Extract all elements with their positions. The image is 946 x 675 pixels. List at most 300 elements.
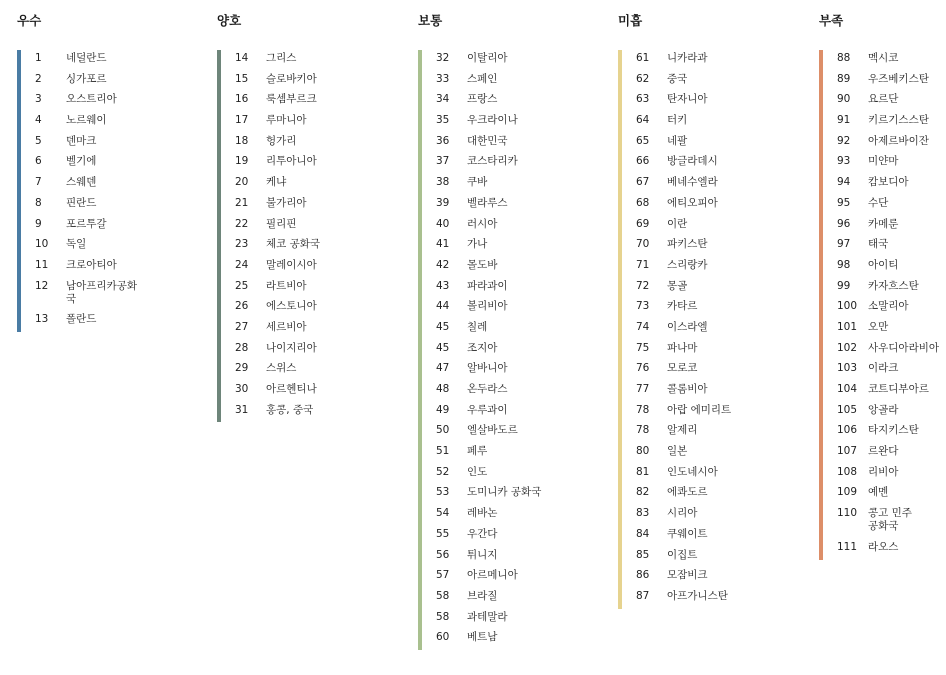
country-name: 라오스 <box>868 540 899 553</box>
country-name: 베네수엘라 <box>667 176 718 189</box>
country-name: 이라크 <box>868 362 899 375</box>
country-name: 홍콩, 중국 <box>266 403 314 416</box>
country-row <box>235 404 341 417</box>
rank-number: 6 <box>35 155 42 168</box>
country-row <box>837 238 943 251</box>
rank-number: 62 <box>636 72 650 85</box>
category-title: 우수 <box>17 13 42 28</box>
rank-number: 60 <box>436 631 450 644</box>
country-name: 에티오피아 <box>667 196 718 209</box>
country-name: 프랑스 <box>467 93 498 106</box>
country-row <box>436 383 542 396</box>
country-name: 아르헨티나 <box>266 383 317 395</box>
rank-number: 5 <box>35 134 42 147</box>
country-row <box>837 362 943 375</box>
country-row <box>837 218 943 231</box>
country-name: 튀니지 <box>467 548 498 561</box>
country-row <box>35 52 141 65</box>
rank-number: 75 <box>636 341 650 354</box>
rank-number: 96 <box>837 217 851 230</box>
country-name: 남아프리카공화국 <box>66 279 138 305</box>
country-row <box>436 507 542 520</box>
country-name: 탄자니아 <box>667 93 708 106</box>
rank-number: 61 <box>636 52 650 64</box>
rank-number: 1 <box>35 52 42 64</box>
rank-number: 35 <box>436 114 450 127</box>
country-row <box>436 52 542 65</box>
country-row <box>35 280 141 306</box>
category-color-bar <box>618 50 622 609</box>
country-name: 이탈리아 <box>467 52 508 64</box>
country-name: 페루 <box>467 445 488 458</box>
country-name: 일본 <box>667 445 688 458</box>
country-name: 러시아 <box>467 217 498 230</box>
country-row <box>436 155 542 168</box>
country-row <box>235 52 341 65</box>
country-name: 세르비아 <box>266 320 307 333</box>
rank-number: 11 <box>35 258 49 271</box>
country-name: 엘살바도르 <box>467 424 518 437</box>
country-row <box>636 569 742 582</box>
rank-number: 44 <box>436 300 450 313</box>
country-name: 리비아 <box>868 465 899 478</box>
rank-number: 39 <box>436 196 450 209</box>
country-name: 카자흐스탄 <box>868 279 919 292</box>
country-name: 독일 <box>66 238 87 251</box>
rank-number: 30 <box>235 383 249 395</box>
rank-number: 2 <box>35 72 42 85</box>
country-row <box>436 259 542 272</box>
country-name: 미얀마 <box>868 155 899 168</box>
rank-number: 99 <box>837 279 851 292</box>
rank-number: 20 <box>235 176 249 189</box>
country-row <box>837 486 943 499</box>
country-row <box>837 404 943 417</box>
rank-number: 3 <box>35 93 42 106</box>
country-name: 알제리 <box>667 424 698 437</box>
rank-number: 76 <box>636 362 650 375</box>
rank-number: 85 <box>636 548 650 561</box>
country-row <box>235 135 341 148</box>
country-name: 루마니아 <box>266 114 307 127</box>
country-name: 말레이시아 <box>266 258 317 271</box>
rank-number: 91 <box>837 114 851 127</box>
rank-number: 66 <box>636 155 650 168</box>
country-name: 스페인 <box>467 72 498 85</box>
country-row <box>235 176 341 189</box>
country-row <box>436 486 542 499</box>
country-name: 조지아 <box>467 341 498 354</box>
rank-number: 78 <box>636 403 650 416</box>
country-row <box>636 486 742 499</box>
rank-number: 45 <box>436 341 450 354</box>
country-row <box>636 52 742 65</box>
country-row <box>436 218 542 231</box>
country-name: 오스트리아 <box>66 93 117 106</box>
country-name: 불가리아 <box>266 196 307 209</box>
country-row <box>636 549 742 562</box>
country-name: 카타르 <box>667 300 698 313</box>
rank-number: 70 <box>636 238 650 251</box>
rank-number: 100 <box>837 300 858 313</box>
country-row <box>35 176 141 189</box>
country-name: 이집트 <box>667 548 698 561</box>
country-row <box>436 404 542 417</box>
country-name: 덴마크 <box>66 134 97 147</box>
category-title: 보통 <box>418 13 443 28</box>
country-row <box>636 197 742 210</box>
country-name: 몽골 <box>667 279 688 292</box>
country-name: 나이지리아 <box>266 341 317 354</box>
rank-number: 71 <box>636 258 650 271</box>
rank-number: 80 <box>636 445 650 458</box>
country-row <box>636 590 742 603</box>
country-row <box>35 218 141 231</box>
country-row <box>837 445 943 458</box>
country-list <box>837 52 943 562</box>
country-row <box>636 280 742 293</box>
country-name: 파키스탄 <box>667 238 708 251</box>
country-name: 에스토니아 <box>266 300 317 313</box>
category-color-bar <box>17 50 21 332</box>
country-name: 이란 <box>667 217 688 230</box>
rank-number: 98 <box>837 258 851 271</box>
rank-number: 53 <box>436 486 450 499</box>
country-name: 인도 <box>467 465 488 478</box>
country-row <box>436 445 542 458</box>
rank-number: 15 <box>235 72 249 85</box>
category-color-bar <box>819 50 823 560</box>
rank-number: 95 <box>837 196 851 209</box>
rank-number: 49 <box>436 403 450 416</box>
rank-number: 48 <box>436 383 450 395</box>
country-name: 네팔 <box>667 134 688 147</box>
country-name: 캄보디아 <box>868 176 909 189</box>
country-name: 볼리비아 <box>467 300 508 313</box>
country-name: 벨라루스 <box>467 196 508 209</box>
rank-number: 33 <box>436 72 450 85</box>
country-row <box>837 93 943 106</box>
country-name: 필리핀 <box>266 217 297 230</box>
country-row <box>235 93 341 106</box>
country-name: 아프가니스탄 <box>667 589 728 602</box>
country-name: 대한민국 <box>467 134 508 147</box>
country-row <box>35 155 141 168</box>
rank-number: 109 <box>837 486 858 499</box>
country-name: 네덜란드 <box>66 52 107 64</box>
country-name: 모잠비크 <box>667 569 708 582</box>
country-name: 코스타리카 <box>467 155 518 168</box>
rank-number: 84 <box>636 527 650 540</box>
rank-number: 92 <box>837 134 851 147</box>
country-name: 아르메니아 <box>467 569 518 582</box>
country-list <box>436 52 542 652</box>
rank-number: 108 <box>837 465 858 478</box>
country-row <box>436 135 542 148</box>
country-row <box>436 238 542 251</box>
country-name: 시리아 <box>667 507 698 520</box>
rank-number: 21 <box>235 196 249 209</box>
country-name: 터키 <box>667 114 688 127</box>
rank-number: 64 <box>636 114 650 127</box>
country-name: 인도네시아 <box>667 465 718 478</box>
country-row <box>636 176 742 189</box>
country-row <box>436 590 542 603</box>
country-row <box>35 259 141 272</box>
country-name: 칠레 <box>467 320 488 333</box>
country-name: 노르웨이 <box>66 114 107 127</box>
country-name: 핀란드 <box>66 196 97 209</box>
country-name: 태국 <box>868 238 889 251</box>
rank-number: 69 <box>636 217 650 230</box>
rank-number: 8 <box>35 196 42 209</box>
rank-number: 43 <box>436 279 450 292</box>
country-name: 콩고 민주 공화국 <box>868 507 912 533</box>
country-name: 예멘 <box>868 486 889 499</box>
rank-number: 83 <box>636 507 650 520</box>
country-row <box>837 507 943 533</box>
country-row <box>235 155 341 168</box>
country-list <box>35 52 141 334</box>
rank-number: 81 <box>636 465 650 478</box>
country-name: 방글라데시 <box>667 155 718 168</box>
country-name: 에콰도르 <box>667 486 708 499</box>
country-name: 벨기에 <box>66 155 97 168</box>
category-title: 양호 <box>217 13 242 28</box>
country-row <box>837 176 943 189</box>
country-name: 체코 공화국 <box>266 238 321 251</box>
country-name: 멕시코 <box>868 52 899 64</box>
country-row <box>235 300 341 313</box>
country-name: 아제르바이잔 <box>868 134 929 147</box>
country-row <box>35 93 141 106</box>
country-name: 이스라엘 <box>667 320 708 333</box>
rank-number: 32 <box>436 52 450 64</box>
country-row <box>837 383 943 396</box>
country-name: 스리랑카 <box>667 258 708 271</box>
rank-number: 7 <box>35 176 42 189</box>
country-name: 우크라이나 <box>467 114 518 127</box>
rank-number: 56 <box>436 548 450 561</box>
rank-number: 22 <box>235 217 249 230</box>
rank-number: 27 <box>235 320 249 333</box>
rank-number: 90 <box>837 93 851 106</box>
rank-number: 40 <box>436 217 450 230</box>
country-row <box>436 611 542 624</box>
country-row <box>837 321 943 334</box>
rank-number: 47 <box>436 362 450 375</box>
rank-number: 107 <box>837 445 858 458</box>
country-name: 몰도바 <box>467 258 498 271</box>
country-name: 룩셈부르크 <box>266 93 317 106</box>
rank-number: 13 <box>35 313 49 326</box>
country-row <box>436 549 542 562</box>
country-row <box>636 466 742 479</box>
rank-number: 110 <box>837 507 858 520</box>
country-name: 쿠바 <box>467 176 488 189</box>
rank-number: 24 <box>235 258 249 271</box>
country-name: 사우디아라비아 <box>868 341 940 354</box>
country-name: 요르단 <box>868 93 899 106</box>
rank-number: 111 <box>837 540 858 553</box>
rank-number: 9 <box>35 217 42 230</box>
country-name: 타지키스탄 <box>868 424 919 437</box>
rank-number: 67 <box>636 176 650 189</box>
country-row <box>636 424 742 437</box>
country-row <box>636 135 742 148</box>
rank-number: 41 <box>436 238 450 251</box>
rank-number: 77 <box>636 383 650 395</box>
country-row <box>636 155 742 168</box>
country-row <box>837 135 943 148</box>
rank-number: 73 <box>636 300 650 313</box>
rank-number: 26 <box>235 300 249 313</box>
country-row <box>837 424 943 437</box>
country-list <box>235 52 341 424</box>
country-row <box>436 114 542 127</box>
country-row <box>436 569 542 582</box>
country-name: 우간다 <box>467 527 498 540</box>
rank-number: 28 <box>235 341 249 354</box>
country-name: 슬로바키아 <box>266 72 317 85</box>
rank-number: 58 <box>436 589 450 602</box>
category-title: 미흡 <box>618 13 643 28</box>
country-row <box>636 321 742 334</box>
country-row <box>35 313 141 326</box>
country-name: 싱가포르 <box>66 72 107 85</box>
country-row <box>235 280 341 293</box>
country-row <box>636 404 742 417</box>
country-row <box>837 541 943 554</box>
country-row <box>636 528 742 541</box>
rank-number: 78 <box>636 424 650 437</box>
country-row <box>436 466 542 479</box>
country-name: 알바니아 <box>467 362 508 375</box>
rank-number: 51 <box>436 445 450 458</box>
rank-number: 104 <box>837 383 858 395</box>
country-row <box>235 321 341 334</box>
category-title: 부족 <box>819 13 844 28</box>
rank-number: 103 <box>837 362 858 375</box>
country-row <box>436 300 542 313</box>
rank-number: 52 <box>436 465 450 478</box>
rank-number: 37 <box>436 155 450 168</box>
rank-number: 58 <box>436 610 450 623</box>
country-row <box>235 197 341 210</box>
category-color-bar <box>418 50 422 650</box>
rank-number: 63 <box>636 93 650 106</box>
country-row <box>235 218 341 231</box>
rank-number: 23 <box>235 238 249 251</box>
country-row <box>235 238 341 251</box>
country-name: 아이티 <box>868 258 899 271</box>
rank-number: 42 <box>436 258 450 271</box>
country-row <box>837 114 943 127</box>
country-name: 라트비아 <box>266 279 307 292</box>
country-row <box>235 383 341 396</box>
country-row <box>436 528 542 541</box>
country-row <box>636 218 742 231</box>
country-name: 스웨덴 <box>66 176 97 189</box>
rank-number: 10 <box>35 238 49 251</box>
country-row <box>436 73 542 86</box>
rank-number: 106 <box>837 424 858 437</box>
country-name: 모로코 <box>667 362 698 375</box>
country-name: 키르기스스탄 <box>868 114 929 127</box>
country-name: 가나 <box>467 238 488 251</box>
rank-number: 17 <box>235 114 249 127</box>
country-row <box>636 114 742 127</box>
rank-number: 105 <box>837 403 858 416</box>
country-name: 레바논 <box>467 507 498 520</box>
rank-number: 34 <box>436 93 450 106</box>
country-row <box>235 73 341 86</box>
rank-number: 55 <box>436 527 450 540</box>
country-name: 포르투갈 <box>66 217 107 230</box>
country-name: 크로아티아 <box>66 258 117 271</box>
rank-number: 4 <box>35 114 42 127</box>
rank-number: 82 <box>636 486 650 499</box>
country-name: 스위스 <box>266 362 297 375</box>
country-row <box>436 342 542 355</box>
country-row <box>837 466 943 479</box>
rank-number: 87 <box>636 589 650 602</box>
rank-number: 57 <box>436 569 450 582</box>
country-row <box>837 197 943 210</box>
country-row <box>636 300 742 313</box>
rank-number: 25 <box>235 279 249 292</box>
country-row <box>837 259 943 272</box>
country-row <box>35 238 141 251</box>
country-name: 수단 <box>868 196 889 209</box>
country-row <box>436 93 542 106</box>
country-name: 브라질 <box>467 589 498 602</box>
country-list <box>636 52 742 611</box>
country-row <box>636 362 742 375</box>
country-row <box>436 424 542 437</box>
country-name: 헝가리 <box>266 134 297 147</box>
rank-number: 94 <box>837 176 851 189</box>
rank-number: 54 <box>436 507 450 520</box>
country-row <box>837 300 943 313</box>
country-row <box>235 362 341 375</box>
country-row <box>35 197 141 210</box>
country-name: 도미니카 공화국 <box>467 486 542 499</box>
rank-number: 31 <box>235 403 249 416</box>
rank-number: 36 <box>436 134 450 147</box>
country-name: 니카라과 <box>667 52 708 64</box>
rank-number: 29 <box>235 362 249 375</box>
country-row <box>636 507 742 520</box>
country-row <box>436 280 542 293</box>
country-row <box>35 114 141 127</box>
country-name: 콜롬비아 <box>667 383 708 395</box>
country-row <box>636 73 742 86</box>
rank-number: 14 <box>235 52 249 64</box>
rank-number: 74 <box>636 320 650 333</box>
country-row <box>636 238 742 251</box>
country-name: 쿠웨이트 <box>667 527 708 540</box>
country-name: 카메룬 <box>868 217 899 230</box>
rank-number: 93 <box>837 155 851 168</box>
rank-number: 18 <box>235 134 249 147</box>
country-row <box>837 155 943 168</box>
rank-number: 68 <box>636 196 650 209</box>
country-name: 그리스 <box>266 52 297 64</box>
country-row <box>35 135 141 148</box>
country-name: 오만 <box>868 320 889 333</box>
country-name: 앙골라 <box>868 403 899 416</box>
